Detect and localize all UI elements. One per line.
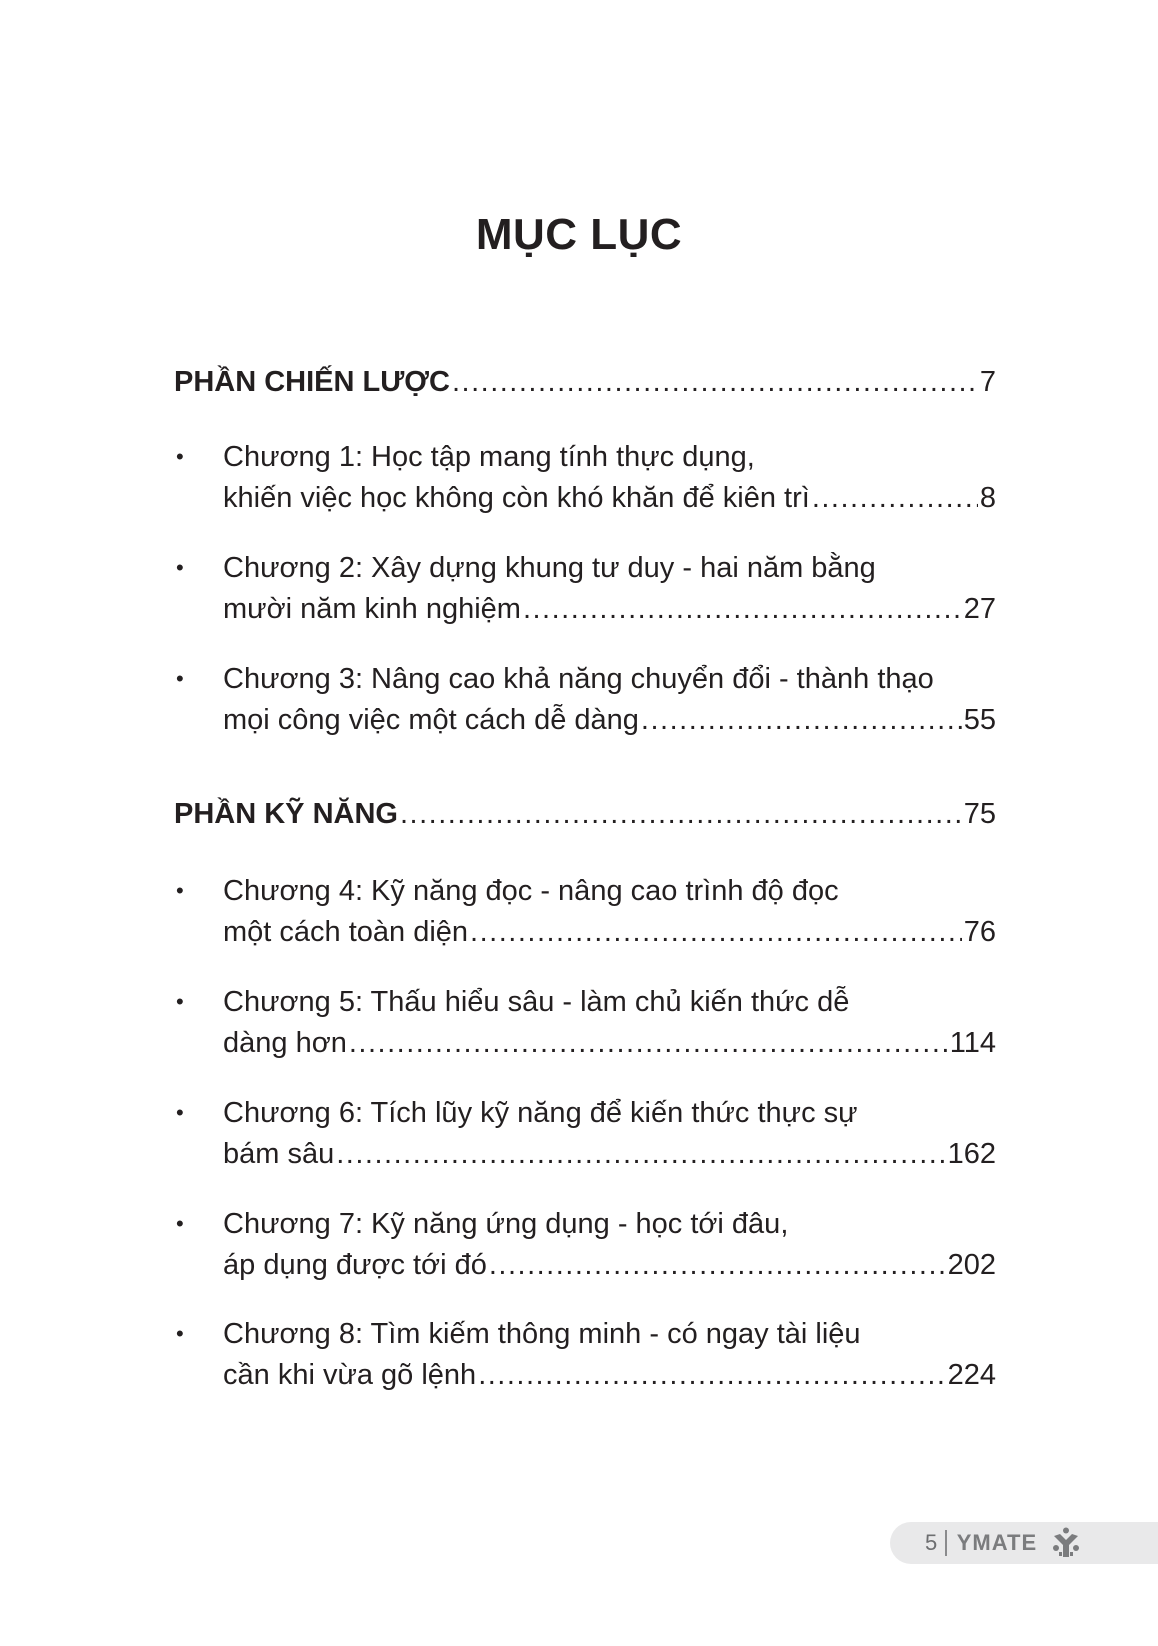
page-number: 5 [925, 1530, 938, 1555]
chapter-title-line-1 [223, 1203, 996, 1245]
dot-leader [478, 1354, 945, 1396]
dot-leader [336, 1133, 945, 1175]
chapter-title-text: mười năm kinh nghiệm [223, 593, 521, 625]
bullet-icon: • [176, 1211, 184, 1236]
bullet-icon: • [176, 878, 184, 903]
dot-leader [489, 1244, 946, 1286]
bullet-icon: • [176, 555, 184, 580]
chapter-title-line-1 [223, 870, 996, 912]
dot-leader [523, 588, 962, 630]
chapter-title-text: Chương 4: Kỹ năng đọc - nâng cao trình độ đọc [223, 875, 839, 907]
chapter-title-text: Chương 7: Kỹ năng ứng dụng - học tới đâu, [223, 1208, 789, 1240]
chapter-title-text: Chương 8: Tìm kiếm thông minh - có ngay tài liệu [223, 1318, 861, 1350]
bullet-icon: • [176, 989, 184, 1014]
chapter-page-number: 55 [963, 704, 996, 736]
chapter-title-line-1 [223, 436, 996, 478]
dot-leader [452, 366, 978, 399]
ymate-logo-icon [1049, 1526, 1083, 1560]
chapter-title-text: Chương 1: Học tập mang tính thực dụng, [223, 441, 755, 473]
chapter-title-text: dàng hơn [223, 1027, 347, 1059]
part-page-number: 75 [963, 798, 996, 830]
chapter-page-number: 202 [947, 1249, 996, 1281]
chapter-title-text: Chương 5: Thấu hiểu sâu - làm chủ kiến thức dễ [223, 986, 850, 1018]
dot-leader [812, 477, 978, 519]
chapter-title-line-2 [223, 1133, 996, 1175]
chapter-page-number: 114 [949, 1027, 996, 1059]
page-title: MỤC LỤC [475, 210, 683, 259]
chapter-title-line-2 [223, 1022, 996, 1064]
divider [945, 1530, 947, 1556]
chapter-title-line-1 [223, 981, 996, 1023]
chapter-page-number: 27 [963, 593, 996, 625]
chapter-title-text: Chương 2: Xây dựng khung tư duy - hai năm bằng [223, 552, 876, 584]
brand-name: YMATE [956, 1530, 1038, 1555]
chapter-title-text: bám sâu [223, 1138, 335, 1170]
bullet-icon: • [176, 1100, 184, 1125]
part-page-number: 7 [979, 366, 996, 398]
chapter-title-line-1 [223, 1092, 996, 1134]
chapter-title-line-2 [223, 1354, 996, 1396]
chapter-title-line-2 [223, 1244, 996, 1286]
chapter-title-line-2 [223, 477, 996, 519]
bullet-icon: • [176, 444, 184, 469]
chapter-title-line-1 [223, 547, 996, 589]
chapter-title-line-1 [223, 1313, 996, 1355]
dot-leader [641, 699, 962, 741]
chapter-title-text: Chương 3: Nâng cao khả năng chuyển đổi - thành thạo [223, 663, 934, 695]
chapter-title-text: một cách toàn diện [223, 916, 469, 948]
chapter-page-number: 8 [979, 482, 996, 514]
chapter-title-line-2 [223, 699, 996, 741]
bullet-icon: • [176, 666, 184, 691]
chapter-page-number: 76 [963, 916, 996, 948]
chapter-title-text: áp dụng được tới đó [223, 1249, 487, 1281]
chapter-page-number: 224 [947, 1359, 996, 1391]
part-label: PHẦN KỸ NĂNG [174, 798, 398, 830]
chapter-page-number: 162 [947, 1138, 996, 1170]
toc-part-strategy[interactable] [174, 366, 996, 406]
toc-part-skills[interactable] [174, 798, 996, 838]
chapter-title-text: khiến việc học không còn khó khăn để kiên trì [223, 482, 810, 514]
chapter-title-text: mọi công việc một cách dễ dàng [223, 704, 639, 736]
chapter-title-text: Chương 6: Tích lũy kỹ năng để kiến thức thực sự [223, 1097, 858, 1129]
page-footer-badge [890, 1522, 1158, 1564]
dot-leader [349, 1022, 948, 1064]
bullet-icon: • [176, 1321, 184, 1346]
part-label: PHẦN CHIẾN LƯỢC [174, 366, 450, 398]
chapter-title-text: cần khi vừa gõ lệnh [223, 1359, 477, 1391]
chapter-title-line-1 [223, 658, 996, 700]
chapter-title-line-2 [223, 911, 996, 953]
dot-leader [470, 911, 962, 953]
chapter-title-line-2 [223, 588, 996, 630]
dot-leader [400, 798, 962, 831]
